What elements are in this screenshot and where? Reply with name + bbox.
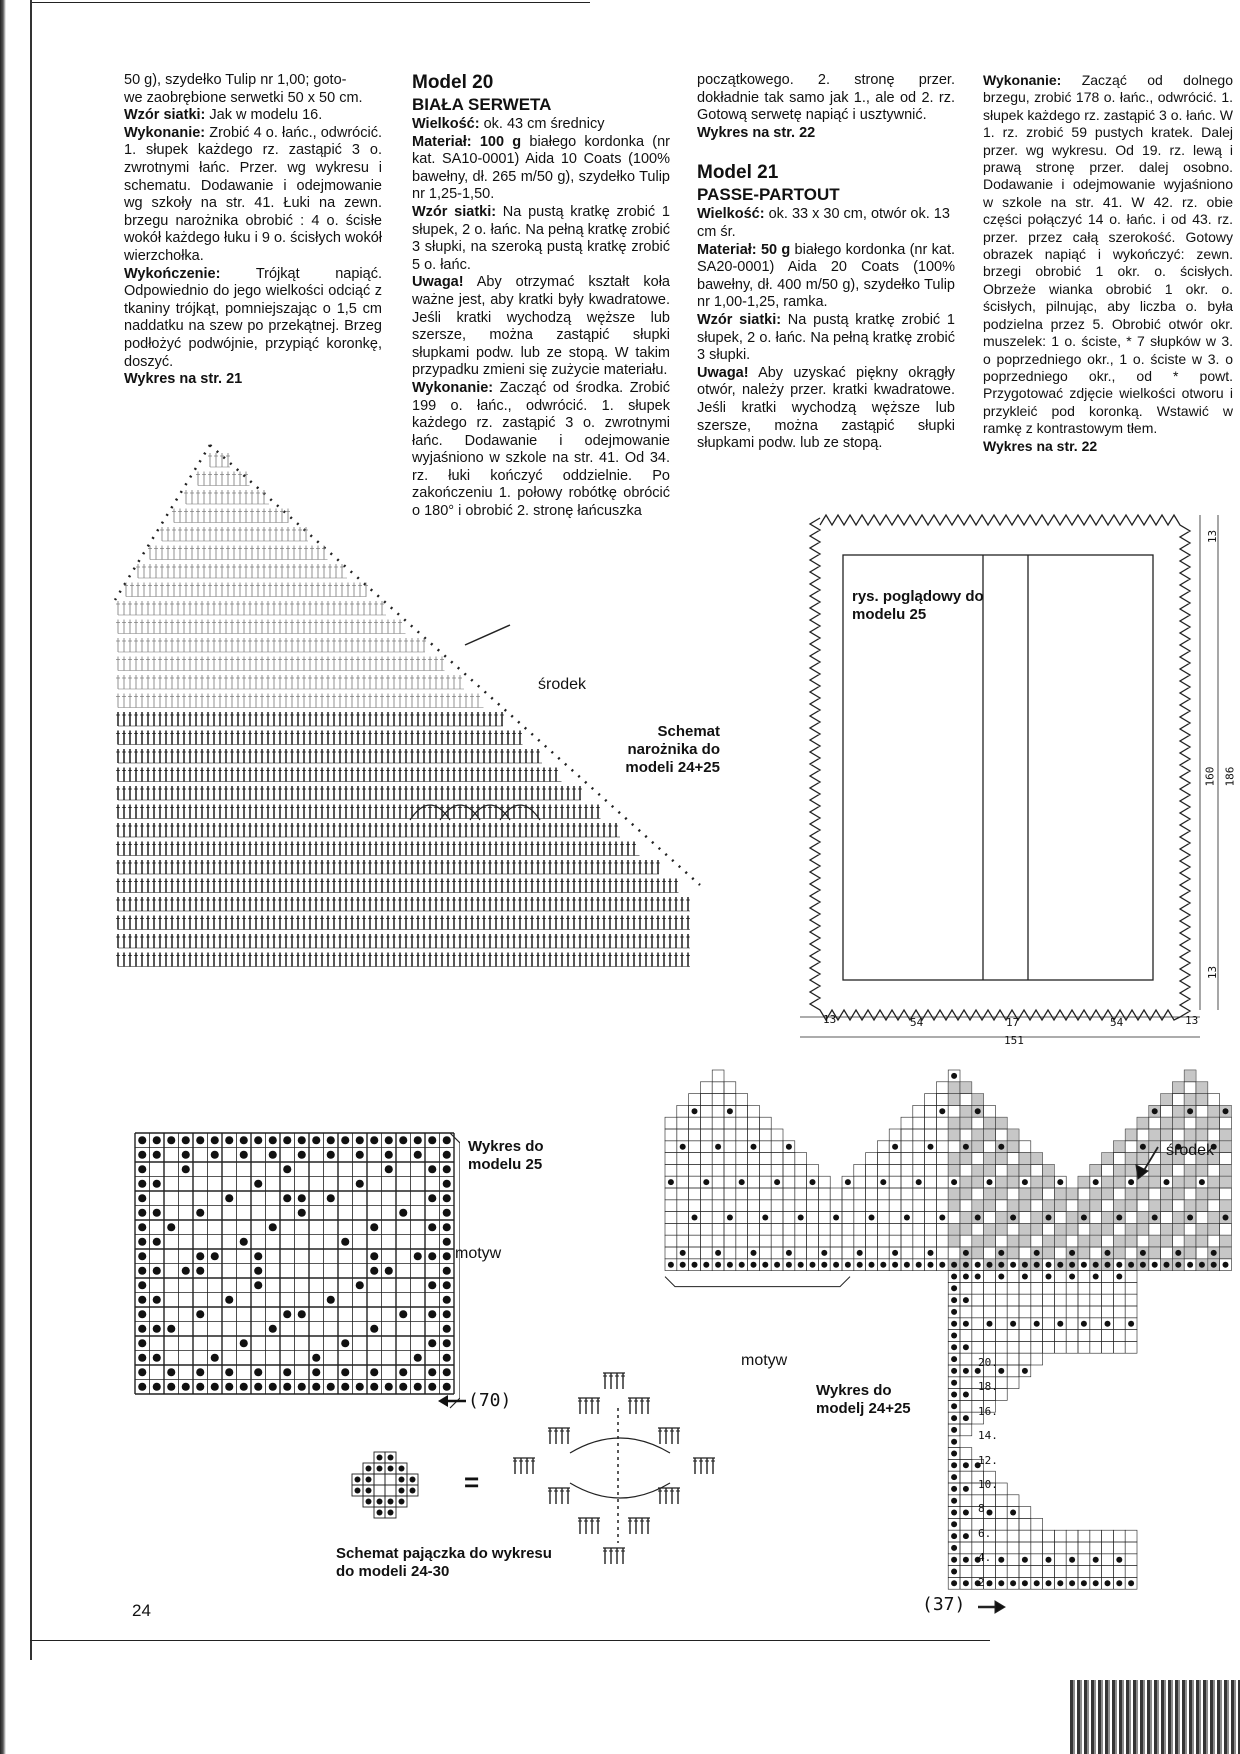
dim-151: 151 [1004, 1034, 1024, 1047]
m20-size-text: ok. 43 cm średnicy [479, 116, 605, 132]
col1-line2: we zaobrębione serwetki 50 x 50 cm. [124, 89, 363, 106]
m20-uwaga-label: Uwaga! [412, 274, 464, 291]
row-number: 12. [978, 1453, 998, 1467]
m21-size-text: ok. 33 x 30 cm, otwór ok. 13 cm śr. [697, 206, 950, 240]
chart2425-label: Wykres do modelj 24+25 [816, 1382, 911, 1417]
motyw-label-2: motyw [741, 1352, 788, 1369]
m20-wzor-text: Na pustą kratkę zrobić 1 słupek, 2 o. łańc. Na pełną kratkę zrobić 3 słupki, na szeroką pustą kratkę zrobić 5 o. łańc. [412, 203, 670, 273]
column-3 [697, 72, 955, 453]
chart-model-24-25 [660, 1065, 1240, 1625]
row-number: 14. [978, 1429, 998, 1443]
model20-subtitle: BIAŁA SERWETA [412, 95, 552, 114]
column-1 [124, 72, 382, 389]
dim-54-b: 54 [1110, 1016, 1124, 1029]
col1-ref: Wykres na str. 21 [124, 371, 243, 388]
dim-v-160: 160 [1203, 766, 1217, 787]
srodek-label: środek [538, 676, 587, 693]
col1-line1: 50 g), szydełko Tulip nr 1,00; goto- [124, 72, 347, 88]
m20-ref: Wykres na str. 22 [697, 124, 816, 141]
m20-wyk-text: Zacząć od środka. Zrobić 199 o. łańc., odwrócić. 1. słupek każdego rz. zastąpić 3 o. zwrotnymi łańc. Dodawanie i odejmowanie wyjaśniono w szkole na str. 41. Od 34. rz. łuki kończyć oddzielnie. Po zakończeniu 1. połowy robótkę obrócić o 180° i obrobić 2. stronę łańcuszka [412, 379, 670, 520]
chart25-label: Wykres do modelu 25 [468, 1138, 544, 1173]
scan-smudge [1070, 1680, 1240, 1754]
spider-chart-icon [345, 1445, 425, 1525]
dim-54-a: 54 [910, 1016, 924, 1029]
dim-v-186: 186 [1223, 766, 1237, 787]
model21-title: Model 21 [697, 162, 779, 184]
m21-mat-label: Materiał: 50 g [697, 241, 791, 258]
m20-uwaga-text: Aby otrzymać kształt koła ważne jest, aby kratki były kwadratowe. Jeśli kratki wychodzą węższe lub szersze, można zastąpić słupki słupkami podw. lub ze stopą. W takim przypadku zmieni się zużycie materiału. [412, 274, 670, 379]
m21-ref: Wykres na str. 22 [983, 437, 1098, 454]
motyw-label-1: motyw [455, 1245, 502, 1262]
model20-title: Model 20 [412, 72, 494, 93]
m21-wzor-text: Na pustą kratkę zrobić 1 słupek, 2 o. łańc. Na pełną kratkę zrobić 3 słupki. [697, 311, 955, 364]
top-rule [30, 2, 590, 3]
m20-wyk-label: Wykonanie: [412, 379, 494, 396]
col1-wzor-text: Jak w modelu 16. [205, 107, 323, 124]
row-37-label: (37) [922, 1594, 966, 1615]
bottom-rule [30, 1640, 990, 1641]
row-number: 10. [978, 1478, 998, 1491]
col1-wzor-label: Wzór siatki: [124, 107, 206, 124]
col1-wyk-label: Wykonanie: [124, 124, 206, 141]
row-number: 8. [978, 1502, 992, 1516]
col1-wykon-text: Trójkąt napiąć. Odpowiednio do jego wielkości odciąć z tkaniny trójkąt, pomniejszając o 1,5 cm naddatku na szew po przekątnej. Brzeg podłożyć podwójnie, przypiąć koronkę, doszyć. [124, 265, 382, 370]
chart-model-25 [130, 1128, 460, 1418]
col1-wykon-label: Wykończenie: [124, 265, 221, 282]
spider-label: Schemat pajączka do wykresu do modeli 24-30 [336, 1545, 552, 1580]
dim-v-13-bot: 13 [1206, 965, 1220, 980]
row-number: 2. [978, 1575, 992, 1589]
dim-v-13-top: 13 [1206, 529, 1220, 544]
m20-size-label: Wielkość: [412, 116, 480, 132]
m21-wyk-label: Wykonanie: [983, 72, 1062, 88]
binding-line [30, 0, 32, 1660]
dim-17: 17 [1006, 1016, 1020, 1029]
row-number: 6. [978, 1526, 992, 1540]
corner-scheme-label: Schemat narożnika do modeli 24+25 [625, 723, 720, 776]
row-number: 20. [978, 1356, 998, 1369]
m20-wzor-label: Wzór siatki: [412, 203, 497, 220]
overview-label: rys. poglądowy do modelu 25 [852, 588, 984, 623]
m21-uwaga-label: Uwaga! [697, 364, 749, 381]
col1-wyk-text: Zrobić 4 o. łańc., odwrócić. 1. słupek każdego rz. zastąpić 3 o. zwrotnymi łańc. Przer. wg wykresu i schematu. Dodawanie i odejmowanie wg szkoły na str. 41. Łuki na zewn. brzegu narożnika obrobić : 4 o. ścisłe wokół każdego łuku i 9 o. ścisłych wokół wierzchołka. [124, 124, 382, 264]
arrow-70 [438, 1395, 468, 1407]
model21-subtitle: PASSE-PARTOUT [697, 185, 840, 205]
m21-wzor-label: Wzór siatki: [697, 311, 782, 328]
row-number: 4. [978, 1551, 992, 1565]
dim-13-left: 13 [823, 1013, 837, 1026]
page-number: 24 [132, 1601, 151, 1620]
m21-size-label: Wielkość: [697, 206, 765, 223]
column-4 [983, 72, 1233, 455]
binding-edge [0, 0, 6, 1754]
m21-mat-text: białego kordonka (nr kat. SA20-0001) Aida 20 Coats (100% bawełny, dł. 400 m/50 g), szydełko Tulip nr 1,00-1,25, ramka. [697, 241, 956, 311]
dim-13-right: 13 [1185, 1014, 1199, 1027]
m21-uwaga-text: Aby uzyskać piękny okrągły otwór, należy przer. kratki kwadratowe. Jeśli kratki wychodzą węższe lub szersze, można zastąpić słupki słupkami podw. lub ze stopą. [697, 364, 955, 452]
equals-sign: = [464, 1467, 480, 1497]
row-70-label: (70) [468, 1390, 512, 1411]
m20-mat-label: Materiał: 100 g [412, 133, 522, 150]
m21-wyk-text: Zacząć od dolnego brzegu, zrobić 178 o. łańc., odwrócić. 1. słupek każdego rz. zastąpić 3 o. łańc. W 1. rz. zrobić 59 pustych kratek. Dalej przer. wg wykresu. Od 19. rz. lewą i prawą stronę przer. dalej osobno. Dodawanie i odejmowanie wyjaśniono w szkole na str. 41. W 42. rz. obie części połączyć 14 o. łańc. i od 43. rz. przer. przez całą szerokość. Gotowy obrazek napiąć i wykończyć: zewn. brzegi obrobić 1 okr. o. ścisłych. Obrzeże wianka obrobić 1 okr. o. ścisłych, pilnując, aby liczba o. była podzielna przez 5. Obrobić otwór okr. muszelek: 1 o. ściste, * 7 słupków w 3. o poprzedniego okr., 1 o. ściste w 3. o poprzedniego okr., od * powt. Przygotować zdjęcie wielkości otworu i przykleić pod koronką. Wstawić w ramkę z kontrastowym tłem. [983, 72, 1233, 437]
row-number: 18. [978, 1380, 998, 1394]
m20-cont-text: początkowego. 2. stronę przer. dokładnie tak samo jak 1., ale od 2. rz. Gotową serwetę napiąć i usztywnić. [697, 72, 955, 124]
m20-mat-text: białego kordonka (nr kat. SA10-0001) Aida 10 Coats (100% bawełny, dł. 265 m/50 g), szydełko Tulip nr 1,25-1,50. [412, 133, 670, 203]
row-number: 16. [978, 1404, 998, 1418]
srodek-label-2: środek [1166, 1142, 1215, 1159]
